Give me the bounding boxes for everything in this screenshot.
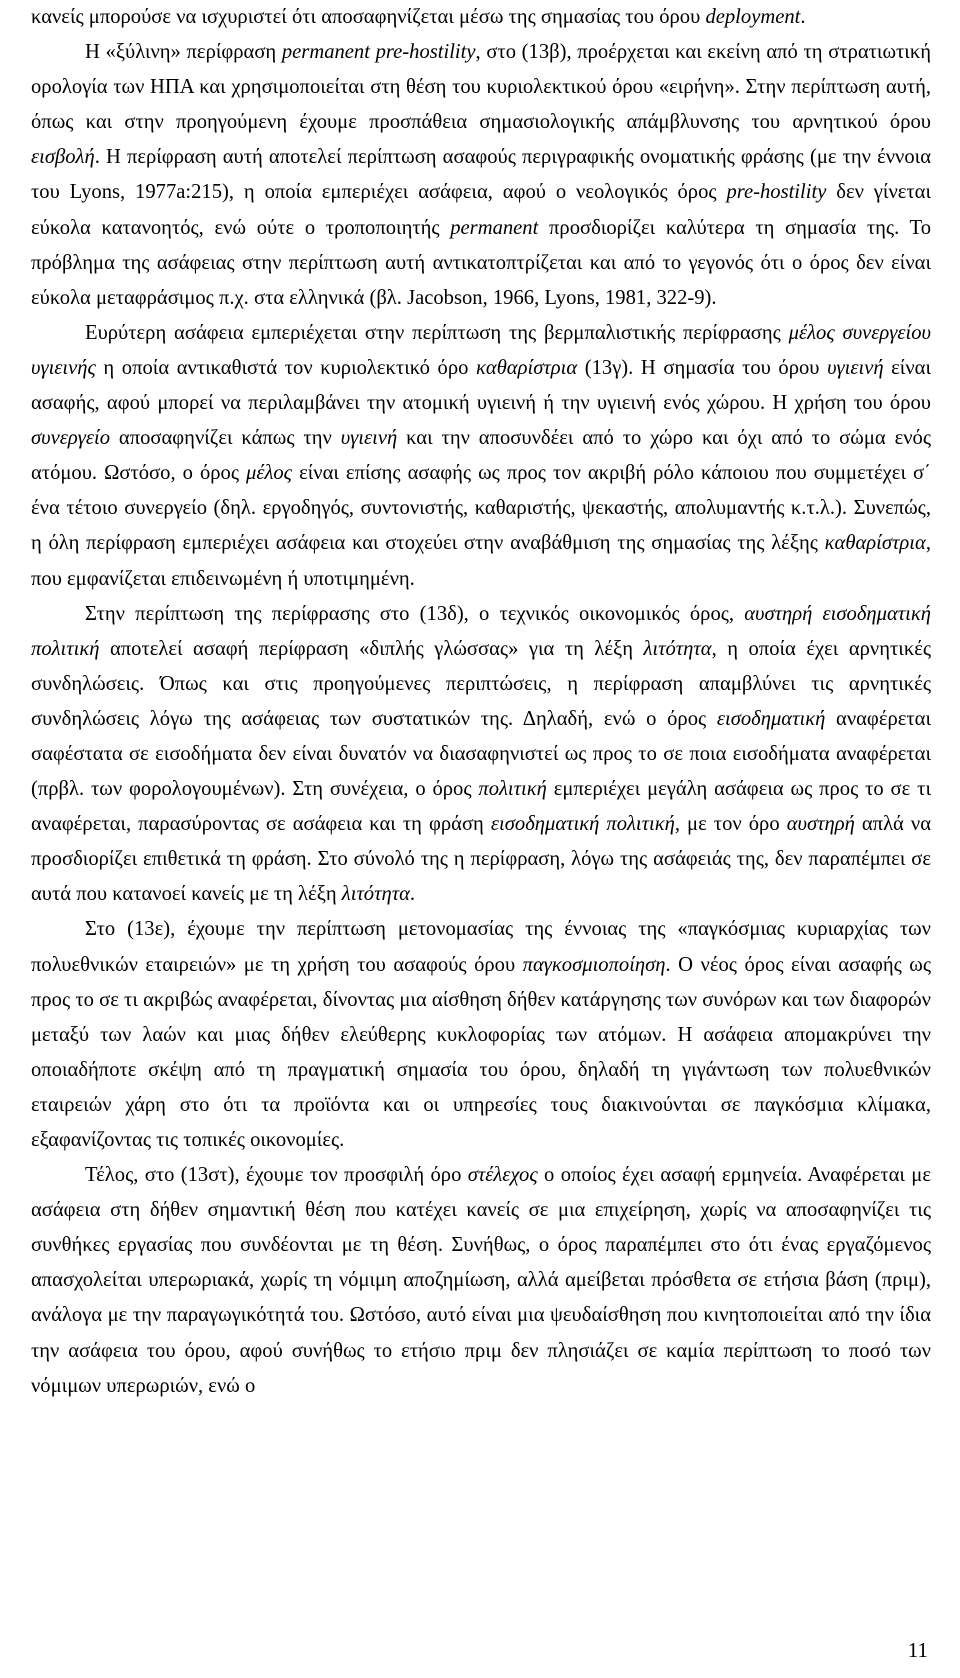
italic-term: εισοδηματική [716,707,826,730]
italic-term: pre-hostility [726,181,827,204]
paragraph [31,0,931,35]
text-segment: η οποία αντικαθιστά τον κυριολεκτικό όρο [95,356,476,379]
text-segment: εμπεριέχει μεγάλη ασάφεια ως προς το σε τι αναφέρεται, παρασύροντας σε ασάφεια και τη φράση [31,778,931,836]
italic-term: πολιτική [478,778,547,801]
text-segment: Ευρύτερη ασάφεια εμπεριέχεται στην περίπτωση της βερμπαλιστικής περίφρασης [85,321,789,344]
italic-term: καθαρίστρια [476,356,578,379]
italic-term: παγκοσμιοποίηση [522,953,666,976]
text-segment: Η «ξύλινη» περίφραση [85,41,282,64]
text-segment: . Ο νέος όρος είναι ασαφής ως προς το σε τι ακριβώς αναφέρεται, δίνοντας μια αίσθηση δήθεν κατάργησης των συνόρων και των διαφορών μεταξύ των λαών και μιας δήθεν ελεύθερης κυκλοφορίας των ατόμων. Η ασάφεια απομακρύνει την οποιαδήποτε σκέψη από τη πραγματική σημασία του όρου, δηλαδή τη γιγάντωση των πολυεθνικών εταιρειών χάρη στο ότι τα προϊόντα και οι υπηρεσίες τους διακινούνται σε παγκόσμια κλίμακα, εξαφανίζοντας τις τοπικές οικονομίες. [31,953,931,1151]
italic-term: permanent pre-hostility [281,41,476,64]
paragraph [31,1158,931,1404]
italic-term: λιτότητα [643,637,712,660]
text-segment: είναι επίσης ασαφής ως προς τον ακριβή ρόλο κάποιου που συμμετέχει σ΄ ένα τέτοιο συνεργείο (δηλ. εργοδηγός, συντονιστής, καθαριστής, ψεκαστής, απολυμαντής κ.τ.λ.). Συνεπώς, η όλη περίφραση εμπεριέχει ασάφεια και στοχεύει στην αναβάθμιση της σημασίας της λέξης [31,462,931,555]
text-segment: ο οποίος έχει ασαφή ερμηνεία. Αναφέρεται με ασάφεια στη δήθεν σημαντική θέση που κατέχει κανείς σε μια επιχείρηση, χωρίς να αποσαφηνίζει τις συνθήκες εργασίας που συνδέονται με τη θέση. Συνήθως, ο όρος παραπέμπει στο ότι ένας εργαζόμενος απασχολείται υπερωριακά, χωρίς τη νόμιμη αποζημίωση, αλλά αμείβεται πρόσθετα σε ετήσια βάση (πριμ), ανάλογα με την παραγωγικότητά του. Ωστόσο, αυτό είναι μια ψευδαίσθηση που κινητοποιείται από την ίδια την ασάφεια του όρου, αφού συνήθως το ετήσιο πριμ δεν πλησιάζει σε καμία περίπτωση το ποσό των νόμιμων υπερωριών, ενώ ο [31,1164,931,1397]
italic-term: υγιεινή [340,427,398,450]
paragraph [31,912,931,1158]
italic-term: αυστηρή [786,813,855,836]
italic-term: στέλεχος [467,1164,538,1187]
text-segment: . [409,883,416,906]
text-segment: , η οποία έχει αρνητικές συνδηλώσεις. Όπως και στις προηγούμενες περιπτώσεις, η περίφραση απαμβλύνει τις αρνητικές συνδηλώσεις λόγω της ασάφειας των συστατικών της. Δηλαδή, ενώ ο όρος [31,637,931,730]
italic-term: εισβολή [31,146,95,169]
text-segment: Στο (13ε), έχουμε την περίπτωση μετονομασίας της έννοιας της «παγκόσμιας κυριαρχίας των πολυεθνικών εταιρειών» με τη χρήση του ασαφούς όρου [31,918,931,976]
text-segment: . [800,6,806,28]
italic-term: αυστηρή εισοδηματική πολιτική [31,602,931,660]
text-segment: , στο (13β), προέρχεται και εκείνη από τη στρατιωτική ορολογία των ΗΠΑ και χρησιμοποιείται στη θέση του κυριολεκτικού όρου «ειρήνη». Στην περίπτωση αυτή, όπως και στην προηγούμενη έχουμε προσπάθεια σημασιολογικής απάμβλυνσης του αρνητικού όρου [31,41,931,134]
text-segment: Τέλος, στο (13στ), έχουμε τον προσφιλή όρο [85,1164,468,1187]
text-segment: αναφέρεται σαφέστατα σε εισοδήματα δεν είναι δυνατόν να διασαφηνιστεί ως προς το σε ποια εισοδήματα αναφέρεται (πρβλ. των φορολογουμένων). Στη συνέχεια, ο όρος [31,707,931,801]
italic-term: permanent [450,216,539,239]
italic-term: deployment [705,6,801,28]
text-segment: αποτελεί ασαφή περίφραση «διπλής γλώσσας» για τη λέξη [99,637,644,660]
text-segment: , με τον όρο [674,813,787,836]
italic-term: λιτότητα [341,883,410,906]
text-segment: κανείς μπορούσε να ισχυριστεί ότι αποσαφηνίζεται μέσω της σημασίας του όρου [31,6,706,28]
paragraph [31,597,931,913]
italic-term: καθαρίστρια [824,532,926,555]
text-segment: Στην περίπτωση της περίφρασης στο (13δ), ο τεχνικός οικονομικός όρος, [85,602,745,625]
page-number: 11 [907,1638,928,1662]
italic-term: μέλος συνεργείου υγιεινής [31,321,931,379]
italic-term: υγιεινή [827,356,884,379]
italic-term: συνεργείο [31,427,110,450]
text-segment: . Η περίφραση αυτή αποτελεί περίπτωση ασαφούς περιγραφικής ονοματικής φράσης (με την έννοια του Lyons, 1977a:215), η οποία εμπεριέχει ασάφεια, αφού ο νεολογικός όρος [31,146,931,204]
body-text [31,0,931,1404]
text-segment: , που εμφανίζεται επιδεινωμένη ή υποτιμημένη. [31,532,931,590]
text-segment: αποσαφηνίζει κάπως την [110,427,341,450]
paragraph [31,35,931,316]
paragraph [31,316,931,597]
text-segment: απλά να προσδιορίζει επιθετικά τη φράση. Στο σύνολό της η περίφραση, λόγω της ασάφειάς της, δεν παραπέμπει σε αυτά που κατανοεί κανείς με τη λέξη [31,813,932,906]
text-segment: και την αποσυνδέει από το χώρο και όχι από το σώμα ενός ατόμου. Ωστόσο, ο όρος [31,427,931,485]
text-segment: προσδιορίζει καλύτερα τη σημασία της. Το πρόβλημα της ασάφειας στην περίπτωση αυτή αντικατοπτρίζεται και από το γεγονός ότι ο όρος δεν είναι εύκολα μεταφράσιμος π.χ. στα ελληνικά (βλ. Jacobson, 1966, Lyons, 1981, 322-9). [31,216,931,309]
text-segment: είναι ασαφής, αφού μπορεί να περιλαμβάνει την ατομική υγιεινή ή την υγιεινή ενός χώρου. Η χρήση του όρου [31,356,931,415]
italic-term: μέλος [246,462,293,485]
italic-term: εισοδηματική πολιτική [490,813,675,836]
text-segment: δεν γίνεται εύκολα κατανοητός, ενώ ούτε ο τροποποιητής [31,181,932,239]
text-segment: (13γ). Η σημασία του όρου [577,356,828,379]
